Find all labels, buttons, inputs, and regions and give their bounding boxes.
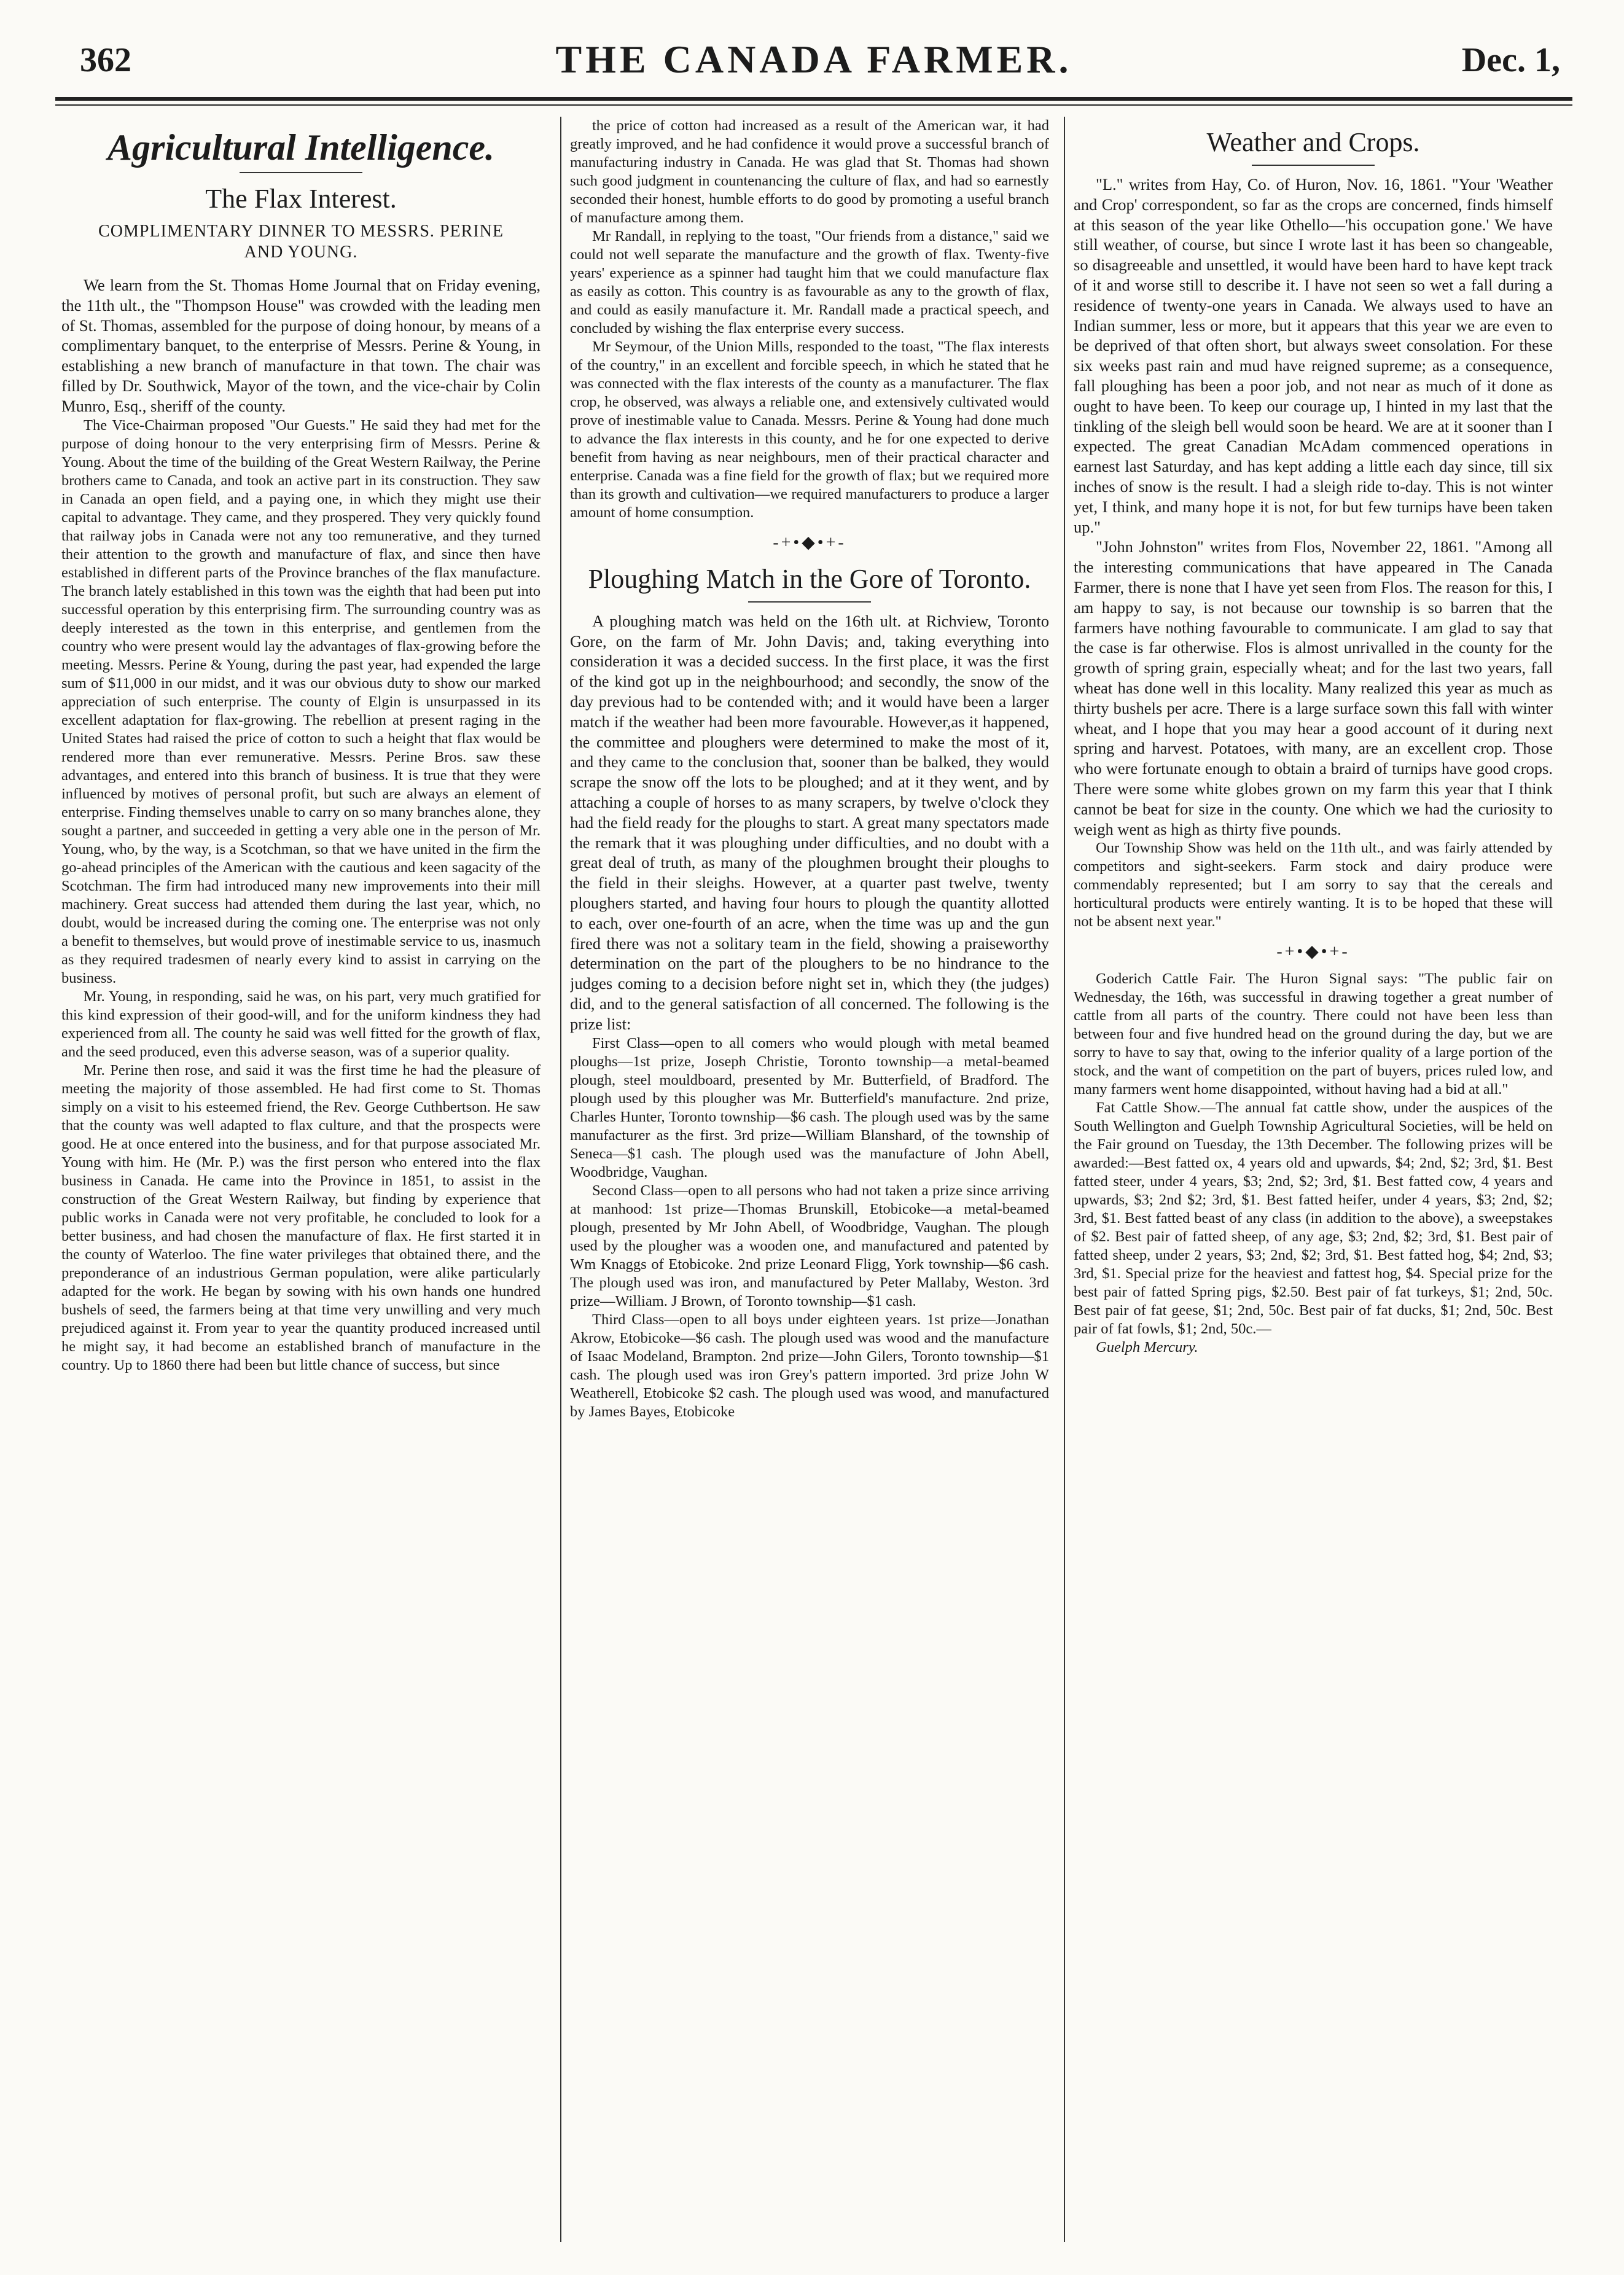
column-divider <box>560 117 561 2242</box>
issue-date: Dec. 1, <box>1461 41 1560 79</box>
article-paragraph: Third Class—open to all boys under eighteen years. 1st prize—Jonathan Akrow, Etobicoke—$6 cash. The plough used was wood and the manufacture of Isaac Modeland, Brampton. 2nd prize—John Gilers, Toronto township—$1 cash. The plough used was iron Grey's pattern imported. 3rd prize John W Weatherell, Etobicoke $2 cash. The plough used was wood, and manufactured by James Bayes, Etobicoke <box>570 1311 1049 1420</box>
article-paragraph: Mr Randall, in replying to the toast, "Our friends from a distance," said we could not well separate the manufacture and the growth of flax. Twenty-five years' experience as a spinner had taught him that we could manufacture flax as easily as cotton. This country is as favourable as any to the growth of flax, and could as easily manufacture it. Mr. Randall made a practical speech, and concluded by wishing the flax enterprise every success. <box>570 228 1049 337</box>
article-paragraph: Goderich Cattle Fair. The Huron Signal says: "The public fair on Wednesday, the 16th, was successful in drawing together a great number of cattle from all parts of the country. There could not have been less than between four and five hundred head on the ground during the day, but we are sorry to have to say that, owing to the inferior quality of a large portion of the stock, and the want of competition on the part of buyers, prices ruled low, and many farmers went home disappointed, without having had a bid at all." <box>1074 970 1553 1098</box>
article-paragraph: "John Johnston" writes from Flos, November 22, 1861. "Among all the interesting communications that have appeared in The Canada Farmer, there is none that I have yet seen from Flos. The reason for this, I am happy to say, is not because our township is so barren that the farmers have nothing favourable to communicate. I am glad to say that the case is far otherwise. Flos is almost unrivalled in the county for the growth of spring grain, especially wheat; and for the last two years, fall wheat has done well in this locality. Many realized this year as much as thirty bushels per acre. There is a large surface sown this fall with winter wheat, and I hope that you may hear a good account of it during next spring and harvest. Potatoes, with many, are an excellent crop. Those who were fortunate enough to obtain a braird of turnips have good crops. There were some white globes grown on my farm this year that I think cannot be beat for size in the county. One which we had the curiosity to weigh went as high as thirty five pounds. <box>1074 537 1553 838</box>
article-paragraph: Mr. Perine then rose, and said it was the first time he had the pleasure of meeting the majority of those assembled. He had first come to St. Thomas simply on a visit to his esteemed friend, the Rev. George Cuthbertson. He saw that the county was well adapted to flax culture, and that the prospects were good. He at once entered into the business, and for that purpose associated Mr. Young with him. He (Mr. P.) was the first person who entered into the flax business in Canada. He came into the Province in 1851, to assist in the construction of the Great Western Railway, but finding by experience that public works in Canada were not very profitable, he concluded to look for a better business, and had chosen the manufacture of flax. He first started it in the county of Waterloo. The fine water privileges that obtained there, and the preponderance of an industrious German population, were alike particularly adapted for the work. He began by sowing with his own hands one hundred bushels of seed, the farmers being at that time very unwilling and very much prejudiced against it. From year to year the quantity produced increased until he might say, it had become an established branch of manufacture in the country. Up to 1860 there had been but little chance of success, but since <box>61 1061 541 1373</box>
column-2 <box>570 117 1049 2254</box>
article-paragraph: We learn from the St. Thomas Home Journal that on Friday evening, the 11th ult., the "Thompson House" was crowded with the leading men of St. Thomas, assembled for the purpose of doing honour, by means of a complimentary banquet, to the enterprise of Messrs. Perine & Young, in establishing a new branch of manufacture in that town. The chair was filled by Dr. Southwick, Mayor of the town, and the vice-chair by Colin Munro, Esq., sheriff of the county. <box>61 276 541 415</box>
divider-rule <box>240 172 362 173</box>
article-paragraph: A ploughing match was held on the 16th ult. at Richview, Toronto Gore, on the farm of Mr. John Davis; and, taking everything into consideration it was a decided success. In the first place, it was the first of the kind got up in the neighbourhood; and secondly, the snow of the day previous had to be contended with; and it would have been a larger match if the weather had been more favourable. However,as it happened, the committee and ploughers were determined to make the most of it, and they came to the conclusion that, sooner than be balked, they would scrape the snow off the lots to be ploughed; and at it they went, and by attaching a couple of horses to as many scrapers, by twelve o'clock they had the field ready for the ploughs to start. A great many spectators made the remark that it was ploughing under difficulties, and no doubt with a great deal of truth, as many of the ploughmen brought their ploughs to the field in their sleighs. However, at a quarter past twelve, twenty ploughers started, and having four hours to plough the quantity allotted to each, over one-fourth of an acre, when the time was up and the gun fired there was not a solitary team in the field, showing a praiseworthy determination on the part of the ploughers to be no hindrance to the judges coming to a decision before night set in, which they (the judges) did, and to the general satisfaction of all concerned. The following is the prize list: <box>570 611 1049 1033</box>
article-paragraph: Mr. Young, in responding, said he was, on his part, very much gratified for this kind expression of their good-will, and for the uniform kindness they had experienced from all. The county he said was well fitted for the growth of flax, and the seed produced, even this adverse season, was of a superior quality. <box>61 988 541 1060</box>
article-paragraph: The Vice-Chairman proposed "Our Guests." He said they had met for the purpose of doing honour to the very enterprising firm of Messrs. Perine & Young. About the time of the building of the Great Western Railway, the Perine brothers came to Canada, and took an active part in its construction. They saw in Canada an open field, and a paying one, in which they might use their capital to advantage. They came, and they prospered. They very quickly found that railway jobs in Canada were not any too remunerative, and they turned their attention to the growth and manufacture of flax, and since then have established in different parts of the Province branches of the flax manufacture. The branch lately established in this town was the eighth that had been put into successful operation by this enterprising firm. The surrounding country was as deeply interested as the town in this enterprise, and gentlemen from the country who were present would lay the advantages of flax-growing before the meeting. Messrs. Perine & Young, during the past year, had expended the large sum of $11,000 in our midst, and it was our obvious duty to show our marked appreciation of such enterprise. The county of Elgin is unsurpassed in its excellent adaptation for flax-growing. The rebellion at present raging in the United States had raised the price of cotton to such a height that flax would be rendered more than ever remunerative. Messrs. Perine Bros. saw these advantages, and entered into this branch of business. It is true that they were influenced by motives of personal profit, but such are always an element of enterprise. Finding themselves unable to carry on so many branches alone, they sought a partner, and succeeded in getting a very able one in the person of Mr. Young, who, by the way, is a Scotchman, so that we have united in the firm the go-ahead principles of the American with the cautious and keen sagacity of the Scotchman. The firm had introduced many new improvements into their mill machinery. Great success had attended them during the last year, which, no doubt, would be increased during the coming one. The enterprise was not only a benefit to themselves, but would prove of inestimable service to us, inasmuch as they required tradesmen of nearly every kind to assist in carrying on the business. <box>61 416 541 986</box>
article-paragraph: "L." writes from Hay, Co. of Huron, Nov. 16, 1861. "Your 'Weather and Crop' correspondent, so far as the crops are concerned, finds himself at this season of the year like Othello—'his occupation gone.' We have still weather, of course, but since I wrote last it has been so changeable, so disagreeable and unsettled, it would have been hard to have kept track of it and worse still to describe it. I have not seen so wet a fall during a residence of twenty-one years in Canada. We always used to have an Indian summer, less or more, but it appears that this year we are even to be deprived of that often short, but always sweet consolation. For these six weeks past rain and mud have reigned supreme; as a consequence, fall ploughing has been a poor job, and not near as much of it done as ought to have been. To keep our courage up, I hinted in my last that the tinkling of the sleigh bell would soon be heard. We are at it sooner than I expected. The great Canadian McAdam commenced operations in earnest last Saturday, and has kept adding a little each day since, till six inches of snow is the result. I had a sleigh ride to-day. This is not winter yet, I think, and many hope it is not, for but few turnips have been taken up." <box>1074 175 1553 536</box>
article-signature: Guelph Mercury. <box>1096 1339 1198 1356</box>
article-headline: Weather and Crops. <box>1206 127 1420 157</box>
masthead-rule <box>55 97 1572 101</box>
article-paragraph: Second Class—open to all persons who had not taken a prize since arriving at manhood: 1st prize—Thomas Brunskill, Etobicoke—a metal-beamed plough, presented by Mr John Abell, of Woodbridge, Vaughan. The plough used by the plougher was a wooden one, and manufactured and patented by Wm Knaggs of Etobicoke. 2nd prize Leonard Fligg, York township—$6 cash. The plough used was iron, and manufactured by Peter Mallaby, Weston. 3rd prize—William. J Brown, of Toronto township—$1 cash. <box>570 1182 1049 1309</box>
masthead <box>55 37 1572 92</box>
section-ornament: -+•◆•+- <box>1276 942 1350 962</box>
article-paragraph: Fat Cattle Show.—The annual fat cattle show, under the auspices of the South Wellington and Guelph Township Agricultural Societies, will be held on the Fair ground on Tuesday, the 13th December. The following prizes will be awarded:—Best fatted ox, 4 years old and upwards, $4; 2nd, $2; 3rd, $1. Best fatted steer, under 4 years, $3; 2nd, $2; 3rd, $1. Best fatted cow, 4 years and upwards, $3; 2nd $2; 3rd, $1. Best fatted heifer, under 4 years, $3; 2nd, $2; 3rd, $1. Best fatted beast of any class (in addition to the above), a sweepstakes of $2. Best pair of fatted sheep, of any age, $3; 2nd, $2; 3rd, $1. Best pair of fatted sheep, under 2 years, $3; 2nd, $2; 3rd, $1. Best fatted hog, $4; 2nd, $3; 3rd, $1. Special prize for the heaviest and fattest hog, $4. Special prize for the best pair of fatted Spring pigs, $2.50. Best pair of fat turkeys, $1; 2nd, 50c. Best pair of fat geese, $1; 2nd, 50c. Best pair of fat ducks, $1; 2nd, 50c. Best pair of fat fowls, $1; 2nd, 50c.— <box>1074 1099 1553 1338</box>
article-paragraph: Mr Seymour, of the Union Mills, responded to the toast, "The flax interests of the country," in an excellent and forcible speech, in which he stated that he was connected with the flax interests of the county as a manufacturer. The flax crop, he observed, was always a reliable one, and extensively cultivated would prove of inestimable value to Canada. Messrs. Perine & Young had done much to advance the flax interests in this county, and he for one expected to derive benefit from having as near neighbours, men of their practical character and enterprise. Canada was a fine field for the growth of flax; but we required more than its growth and cultivation—we required manufacturers to produce a larger amount of home consumption. <box>570 338 1049 521</box>
article-headline: Ploughing Match in the Gore of Toronto. <box>588 563 1031 594</box>
article-paragraph: the price of cotton had increased as a result of the American war, it had greatly improved, and he had confidence it would prove a successful branch of manufacturing industry in Canada. He was glad that St. Thomas had shown such good judgment in countenancing the culture of flax, and had so earnestly seconded their honest, humble efforts to do good by promoting a useful branch of manufacture among them. <box>570 117 1049 226</box>
article-subheadline: COMPLIMENTARY DINNER TO MESSRS. PERINE AND YOUNG. <box>98 222 504 262</box>
column-3 <box>1074 117 1553 2254</box>
section-ornament: -+•◆•+- <box>773 533 846 552</box>
column-1 <box>61 117 541 2254</box>
masthead-rule-thin <box>55 104 1572 106</box>
newspaper-title: THE CANADA FARMER. <box>555 37 1072 81</box>
article-headline: The Flax Interest. <box>205 184 397 214</box>
column-divider <box>1064 117 1065 2242</box>
article-paragraph: First Class—open to all comers who would plough with metal beamed ploughs—1st prize, Joseph Christie, Toronto township—a metal-beamed plough, steel mouldboard, presented by Mr. Butterfield, of Bradford. The plough used by this plougher was Mr. Butterfield's manufacture. 2nd prize, Charles Hunter, Toronto township—$6 cash. The plough used was by the same manufacturer as the first. 3rd prize—William Blanshard, of the township of Seneca—$1 cash. The plough used was the manufacture of John Abell, Woodbridge, Vaughan. <box>570 1034 1049 1180</box>
article-paragraph: Our Township Show was held on the 11th ult., and was fairly attended by competitors and sight-seekers. Farm stock and dairy produce were commendably represented; but I am sorry to say that the cereals and horticultural products were entirely wanting. It is to be hoped that these will not be absent next year." <box>1074 840 1553 931</box>
divider-rule <box>1252 165 1375 166</box>
page-number: 362 <box>80 41 131 79</box>
section-header: Agricultural Intelligence. <box>107 127 495 168</box>
divider-rule <box>748 601 871 603</box>
